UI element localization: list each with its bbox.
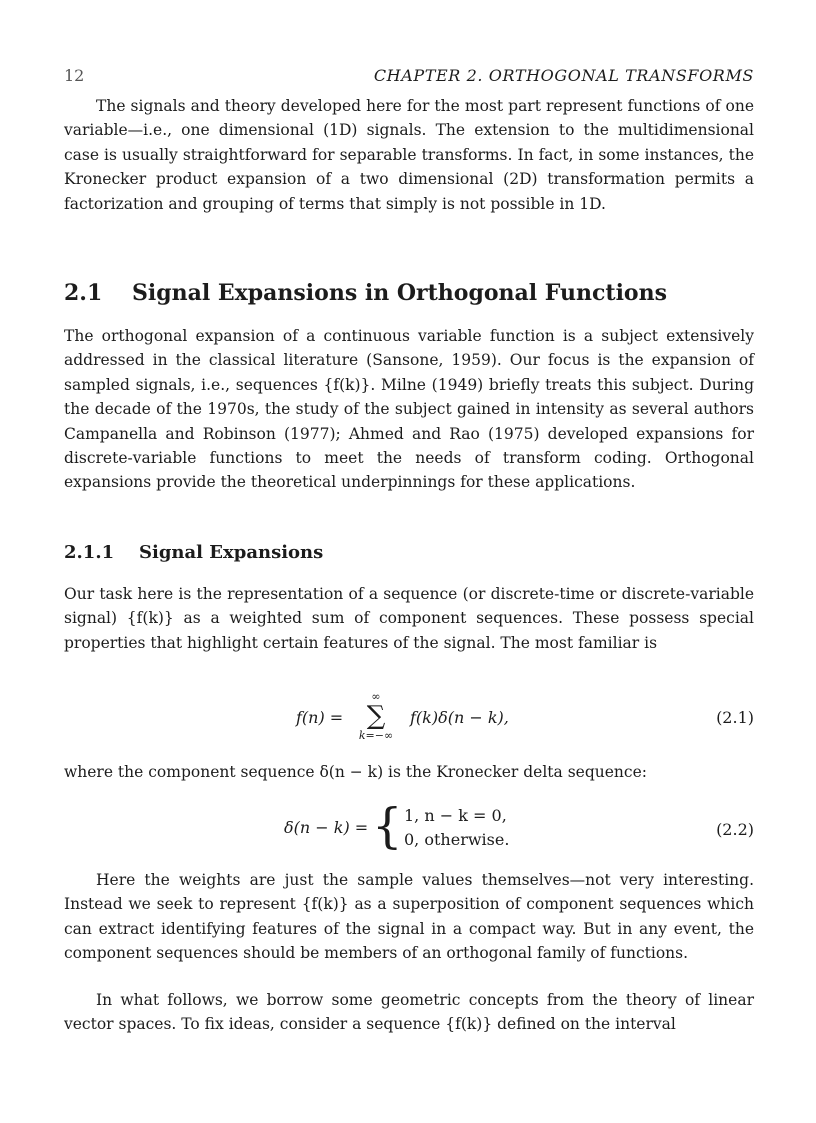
equation-2-2 — [64, 800, 754, 858]
running-head — [64, 66, 754, 88]
subsection-paragraph: Our task here is the representation of a sequence (or discrete-time or discrete-variable signal) {f(k)} as a weighted sum of component sequences. These possess special properties that highlight certain features of the signal. The most familiar is — [64, 585, 754, 652]
subsection-heading — [64, 542, 323, 563]
case-otherwise: 0, otherwise. — [404, 830, 510, 849]
sigma-symbol: ∑ — [366, 701, 386, 731]
eq21-lhs: f(n) = — [296, 708, 344, 727]
left-brace: { — [372, 798, 403, 854]
chapter-title: CHAPTER 2. ORTHOGONAL TRANSFORMS — [373, 66, 754, 85]
case-one: 1, n − k = 0, — [404, 806, 507, 825]
summation — [352, 690, 400, 742]
final-paragraph: In what follows, we borrow some geometric concepts from the theory of linear vector spaces. To fix ideas, consider a sequence {f(k)} defined on the interval — [64, 991, 754, 1034]
eq22-lhs: δ(n − k) = — [284, 818, 369, 837]
intro-paragraph: The signals and theory developed here for the most part represent functions of one variable—i.e., one dimensional (1D) signals. The extension to the multidimensional case is usually straightforward for separable transforms. In fact, in some instances, the Kronecker product expansion of a two dimensional (2D) transformation permits a factorization and grouping of terms that simply is not possible in 1D. — [64, 97, 754, 213]
section-number: 2.1 — [64, 280, 103, 306]
section-title: Signal Expansions in Orthogonal Functions — [132, 280, 667, 306]
weights-paragraph: Here the weights are just the sample values themselves—not very interesting. Instead we seek to represent {f(k)} as a superposition of component sequences which can extract identifying features of the signal in a compact way. But in any event, the component sequences should be members of an orthogonal family of functions. — [64, 871, 754, 963]
subsection-number: 2.1.1 — [64, 542, 115, 563]
subsection-title: Signal Expansions — [139, 542, 324, 563]
sum-upper-limit: ∞ — [371, 690, 381, 703]
equation-number-2-1: (2.1) — [716, 708, 754, 727]
section-heading — [64, 280, 667, 306]
sum-lower-limit: k=−∞ — [358, 729, 394, 742]
page-number: 12 — [64, 66, 85, 85]
equation-number-2-2: (2.2) — [716, 820, 754, 839]
section-paragraph: The orthogonal expansion of a continuous variable function is a subject extensively addressed in the classical literature (Sansone, 1959). Our focus is the expansion of sampled signals, i.e., sequences {f(k)}. Milne (1949) briefly treats this subject. During the decade of the 1970s, the study of the subject gained in intensity as several authors Campanella and Robinson (1977); Ahmed and Rao (1975) developed expansions for discrete-variable functions to meet the needs of transform coding. Orthogonal expansions provide the theoretical underpinnings for these applications. — [64, 327, 754, 492]
eq21-rhs: f(k)δ(n − k), — [410, 708, 509, 727]
delta-intro-line: where the component sequence δ(n − k) is the Kronecker delta sequence: — [64, 763, 647, 781]
equation-2-1 — [64, 690, 754, 754]
